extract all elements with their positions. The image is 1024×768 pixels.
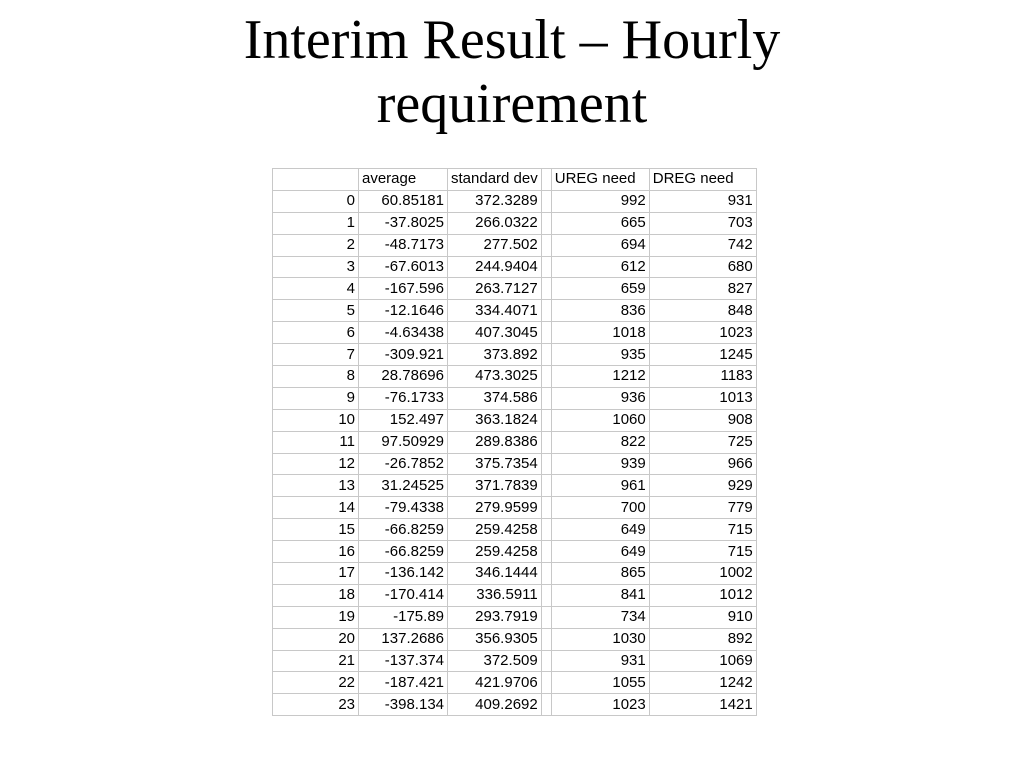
cell-ureg-need: 836: [551, 300, 649, 322]
table-row: [273, 475, 757, 497]
cell-average: -309.921: [359, 344, 448, 366]
cell-ureg-need: 649: [551, 519, 649, 541]
table-row: [273, 672, 757, 694]
cell-dreg-need: 910: [649, 606, 756, 628]
cell-ureg-need: 1023: [551, 694, 649, 716]
table-row: [273, 694, 757, 716]
cell-ureg-need: 992: [551, 190, 649, 212]
table-row: [273, 409, 757, 431]
header-row: [273, 169, 757, 191]
cell-average: -167.596: [359, 278, 448, 300]
cell-dreg-need: 742: [649, 234, 756, 256]
cell-ureg-need: 649: [551, 541, 649, 563]
cell-ureg-need: 1030: [551, 628, 649, 650]
cell-hour: 14: [273, 497, 359, 519]
cell-dreg-need: 715: [649, 519, 756, 541]
header-dreg-need: DREG need: [649, 169, 756, 191]
table-row: [273, 563, 757, 585]
cell-average: -137.374: [359, 650, 448, 672]
cell-hour: 3: [273, 256, 359, 278]
cell-standard-deviation: 336.5911: [448, 584, 542, 606]
cell-dreg-need: 908: [649, 409, 756, 431]
cell-standard-deviation: 407.3045: [448, 322, 542, 344]
cell-standard-deviation: 374.586: [448, 387, 542, 409]
cell-gap: [541, 212, 551, 234]
cell-gap: [541, 650, 551, 672]
cell-gap: [541, 300, 551, 322]
cell-dreg-need: 1002: [649, 563, 756, 585]
cell-gap: [541, 234, 551, 256]
cell-hour: 20: [273, 628, 359, 650]
cell-ureg-need: 961: [551, 475, 649, 497]
table-row: [273, 300, 757, 322]
cell-hour: 11: [273, 431, 359, 453]
cell-standard-deviation: 371.7839: [448, 475, 542, 497]
cell-average: -398.134: [359, 694, 448, 716]
cell-standard-deviation: 334.4071: [448, 300, 542, 322]
table-row: [273, 497, 757, 519]
cell-dreg-need: 715: [649, 541, 756, 563]
cell-gap: [541, 453, 551, 475]
cell-ureg-need: 1055: [551, 672, 649, 694]
cell-standard-deviation: 363.1824: [448, 409, 542, 431]
cell-ureg-need: 936: [551, 387, 649, 409]
table-row: [273, 256, 757, 278]
cell-hour: 5: [273, 300, 359, 322]
table-row: [273, 387, 757, 409]
cell-gap: [541, 563, 551, 585]
cell-average: -187.421: [359, 672, 448, 694]
cell-standard-deviation: 356.9305: [448, 628, 542, 650]
cell-dreg-need: 827: [649, 278, 756, 300]
cell-gap: [541, 366, 551, 388]
cell-hour: 15: [273, 519, 359, 541]
cell-standard-deviation: 263.7127: [448, 278, 542, 300]
cell-gap: [541, 606, 551, 628]
cell-gap: [541, 694, 551, 716]
table-row: [273, 584, 757, 606]
table-row: [273, 606, 757, 628]
cell-standard-deviation: 421.9706: [448, 672, 542, 694]
cell-standard-deviation: 346.1444: [448, 563, 542, 585]
cell-average: -170.414: [359, 584, 448, 606]
cell-hour: 17: [273, 563, 359, 585]
cell-gap: [541, 190, 551, 212]
cell-dreg-need: 725: [649, 431, 756, 453]
cell-gap: [541, 497, 551, 519]
table-row: [273, 190, 757, 212]
table-row: [273, 453, 757, 475]
cell-hour: 9: [273, 387, 359, 409]
cell-hour: 13: [273, 475, 359, 497]
header-gap: [541, 169, 551, 191]
table-row: [273, 431, 757, 453]
cell-dreg-need: 931: [649, 190, 756, 212]
cell-ureg-need: 939: [551, 453, 649, 475]
cell-dreg-need: 1242: [649, 672, 756, 694]
cell-ureg-need: 694: [551, 234, 649, 256]
cell-gap: [541, 278, 551, 300]
cell-standard-deviation: 473.3025: [448, 366, 542, 388]
cell-gap: [541, 256, 551, 278]
cell-hour: 23: [273, 694, 359, 716]
cell-average: -48.7173: [359, 234, 448, 256]
header-ureg-need: UREG need: [551, 169, 649, 191]
cell-average: 28.78696: [359, 366, 448, 388]
table-row: [273, 541, 757, 563]
cell-hour: 22: [273, 672, 359, 694]
cell-standard-deviation: 373.892: [448, 344, 542, 366]
table-row: [273, 628, 757, 650]
header-average: average: [359, 169, 448, 191]
cell-hour: 0: [273, 190, 359, 212]
table-row: [273, 234, 757, 256]
cell-gap: [541, 322, 551, 344]
cell-standard-deviation: 293.7919: [448, 606, 542, 628]
cell-average: 31.24525: [359, 475, 448, 497]
cell-hour: 1: [273, 212, 359, 234]
cell-ureg-need: 734: [551, 606, 649, 628]
cell-standard-deviation: 259.4258: [448, 519, 542, 541]
cell-standard-deviation: 259.4258: [448, 541, 542, 563]
cell-gap: [541, 584, 551, 606]
cell-hour: 19: [273, 606, 359, 628]
cell-average: -136.142: [359, 563, 448, 585]
cell-standard-deviation: 279.9599: [448, 497, 542, 519]
cell-gap: [541, 387, 551, 409]
cell-dreg-need: 680: [649, 256, 756, 278]
cell-dreg-need: 779: [649, 497, 756, 519]
cell-gap: [541, 672, 551, 694]
cell-dreg-need: 1012: [649, 584, 756, 606]
table-row: [273, 278, 757, 300]
header-index: [273, 169, 359, 191]
cell-hour: 12: [273, 453, 359, 475]
cell-standard-deviation: 244.9404: [448, 256, 542, 278]
cell-average: 60.85181: [359, 190, 448, 212]
cell-standard-deviation: 372.509: [448, 650, 542, 672]
cell-dreg-need: 1421: [649, 694, 756, 716]
cell-gap: [541, 541, 551, 563]
cell-average: 97.50929: [359, 431, 448, 453]
table-row: [273, 519, 757, 541]
cell-ureg-need: 931: [551, 650, 649, 672]
cell-ureg-need: 865: [551, 563, 649, 585]
cell-average: -37.8025: [359, 212, 448, 234]
cell-gap: [541, 431, 551, 453]
cell-average: -12.1646: [359, 300, 448, 322]
cell-dreg-need: 1013: [649, 387, 756, 409]
cell-average: -66.8259: [359, 541, 448, 563]
cell-hour: 2: [273, 234, 359, 256]
slide-title-line-2: requirement: [376, 73, 648, 135]
cell-average: 152.497: [359, 409, 448, 431]
hourly-requirement-table: [272, 168, 757, 716]
cell-dreg-need: 848: [649, 300, 756, 322]
table-row: [273, 344, 757, 366]
cell-dreg-need: 966: [649, 453, 756, 475]
cell-hour: 18: [273, 584, 359, 606]
cell-average: -66.8259: [359, 519, 448, 541]
table-row: [273, 212, 757, 234]
cell-ureg-need: 841: [551, 584, 649, 606]
cell-dreg-need: 1069: [649, 650, 756, 672]
cell-standard-deviation: 277.502: [448, 234, 542, 256]
cell-ureg-need: 1018: [551, 322, 649, 344]
cell-gap: [541, 628, 551, 650]
table-row: [273, 322, 757, 344]
table-row: [273, 650, 757, 672]
cell-average: -76.1733: [359, 387, 448, 409]
cell-dreg-need: 1023: [649, 322, 756, 344]
cell-standard-deviation: 375.7354: [448, 453, 542, 475]
cell-ureg-need: 935: [551, 344, 649, 366]
cell-gap: [541, 475, 551, 497]
cell-standard-deviation: 372.3289: [448, 190, 542, 212]
table-body: [273, 190, 757, 715]
cell-gap: [541, 344, 551, 366]
cell-average: -79.4338: [359, 497, 448, 519]
cell-ureg-need: 1212: [551, 366, 649, 388]
cell-hour: 16: [273, 541, 359, 563]
slide-title: [0, 8, 1024, 136]
cell-ureg-need: 700: [551, 497, 649, 519]
slide-title-line-1: Interim Result – Hourly: [243, 9, 781, 71]
cell-average: -175.89: [359, 606, 448, 628]
cell-ureg-need: 1060: [551, 409, 649, 431]
cell-ureg-need: 659: [551, 278, 649, 300]
cell-standard-deviation: 266.0322: [448, 212, 542, 234]
cell-average: -26.7852: [359, 453, 448, 475]
cell-hour: 10: [273, 409, 359, 431]
cell-hour: 7: [273, 344, 359, 366]
cell-ureg-need: 665: [551, 212, 649, 234]
cell-standard-deviation: 289.8386: [448, 431, 542, 453]
cell-hour: 8: [273, 366, 359, 388]
cell-hour: 6: [273, 322, 359, 344]
cell-gap: [541, 519, 551, 541]
cell-ureg-need: 612: [551, 256, 649, 278]
cell-hour: 21: [273, 650, 359, 672]
table-row: [273, 366, 757, 388]
cell-dreg-need: 1183: [649, 366, 756, 388]
cell-average: -67.6013: [359, 256, 448, 278]
cell-dreg-need: 1245: [649, 344, 756, 366]
header-standard-deviation: standard dev: [448, 169, 542, 191]
cell-dreg-need: 703: [649, 212, 756, 234]
cell-gap: [541, 409, 551, 431]
cell-dreg-need: 929: [649, 475, 756, 497]
cell-dreg-need: 892: [649, 628, 756, 650]
cell-average: 137.2686: [359, 628, 448, 650]
cell-standard-deviation: 409.2692: [448, 694, 542, 716]
cell-average: -4.63438: [359, 322, 448, 344]
cell-hour: 4: [273, 278, 359, 300]
cell-ureg-need: 822: [551, 431, 649, 453]
